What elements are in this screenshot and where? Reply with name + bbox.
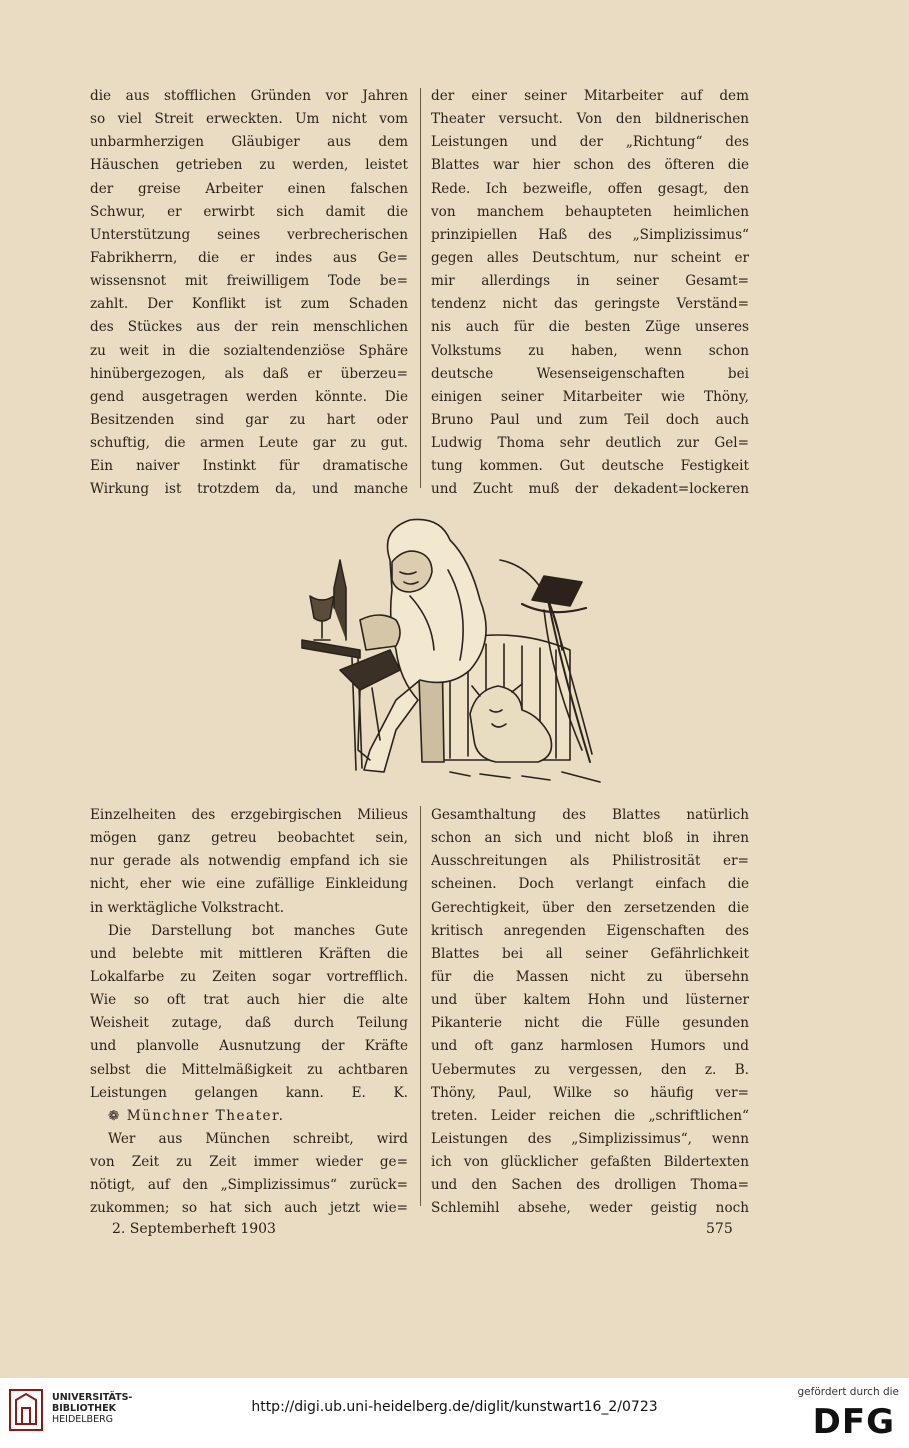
- text-line: nur gerade als notwendig empfand ich sie: [90, 853, 408, 870]
- text-line: gend ausgetragen werden könnte. Die: [90, 388, 408, 405]
- text-line: von manchem behaupteten heimlichen: [431, 203, 749, 220]
- text-line: tendenz nicht das geringste Verständ=: [431, 296, 749, 313]
- text-column-top-right: [431, 85, 749, 502]
- text-line: so viel Streit erweckten. Um nicht vom: [90, 111, 408, 128]
- text-line: Unterstützung seines verbrecherischen: [90, 226, 408, 243]
- column-divider: [420, 88, 421, 488]
- text-line: Einzelheiten des erzgebirgischen Milieus: [90, 807, 408, 823]
- text-line: schuftig, die armen Leute gar zu gut.: [90, 435, 408, 452]
- text-line: zahlt. Der Konflikt ist zum Schaden: [90, 296, 408, 313]
- column-divider: [420, 806, 421, 1206]
- text-line: in werktägliche Volkstracht.: [90, 899, 285, 916]
- dfg-logo[interactable]: DFG: [812, 1402, 895, 1442]
- text-line: Wer aus München schreibt, wird: [108, 1130, 408, 1147]
- text-line: selbst die Mittelmäßigkeit zu achtbaren: [90, 1061, 408, 1078]
- illustration-man-with-dog: [300, 500, 620, 790]
- text-line: gegen alles Deutschtum, nur scheint er: [431, 249, 749, 266]
- text-line: Uebermutes zu vergessen, den z. B.: [431, 1061, 749, 1078]
- section-heading: ❁ Münchner Theater.: [108, 1107, 285, 1124]
- funded-by-label: gefördert durch die: [797, 1386, 899, 1398]
- text-line: und oft ganz harmlosen Humors und: [431, 1038, 749, 1055]
- text-line: Ein naiver Instinkt für dramatische: [90, 458, 408, 475]
- text-line: die aus stofflichen Gründen vor Jahren: [90, 88, 408, 104]
- text-line: nötigt, auf den „Simplizissimus“ zurück=: [90, 1177, 408, 1194]
- text-line: prinzipiellen Haß des „Simplizissimus“: [431, 226, 749, 243]
- text-line: Volkstums zu haben, wenn schon: [431, 342, 749, 359]
- library-name-line: UNIVERSITÄTS-: [52, 1392, 133, 1403]
- text-line: der einer seiner Mitarbeiter auf dem: [431, 88, 749, 104]
- text-line: kritisch anregenden Eigenschaften des: [431, 922, 749, 939]
- text-line: Theater versucht. Von den bildnerischen: [431, 111, 749, 128]
- text-line: Die Darstellung bot manches Gute: [108, 922, 408, 939]
- text-column-top-left: [90, 85, 408, 502]
- text-line: nicht, eher wie eine zufällige Einkleidung: [90, 876, 408, 893]
- text-line: Leistungen und der „Richtung“ des: [431, 134, 749, 151]
- text-line: deutsche Wesenseigenschaften bei: [431, 365, 749, 382]
- issue-footer: 2. Septemberheft 1903: [112, 1221, 276, 1237]
- text-line: Weisheit zutage, daß durch Teilung: [90, 1015, 408, 1032]
- text-line: Leistungen gelangen kann. E. K.: [90, 1084, 408, 1101]
- text-line: Häuschen getrieben zu werden, leistet: [90, 157, 408, 174]
- text-line: mögen ganz getreu beobachtet sein,: [90, 830, 408, 847]
- text-line: unbarmherzigen Gläubiger aus dem: [90, 134, 408, 151]
- text-line: mir allerdings in seiner Gesamt=: [431, 273, 749, 290]
- text-line: Thöny, Paul, Wilke so häufig ver=: [431, 1084, 749, 1101]
- text-line: Ausschreitungen als Philistrosität er=: [431, 853, 749, 870]
- text-line: Fabrikherrn, die er indes aus Ge=: [90, 249, 408, 266]
- text-column-bottom-left: [90, 804, 408, 1221]
- text-line: hinübergezogen, als daß er überzeu=: [90, 365, 408, 382]
- text-line: und über kaltem Hohn und lüsterner: [431, 992, 749, 1009]
- text-line: Rede. Ich bezweifle, offen gesagt, den: [431, 180, 749, 197]
- text-line: und belebte mit mittleren Kräften die: [90, 945, 408, 962]
- text-line: nis auch für die besten Züge unseres: [431, 319, 749, 336]
- text-line: schon an sich und nicht bloß in ihren: [431, 830, 749, 847]
- text-line: zukommen; so hat sich auch jetzt wie=: [90, 1200, 408, 1217]
- text-line: Ludwig Thoma sehr deutlich zur Gel=: [431, 435, 749, 452]
- text-line: Lokalfarbe zu Zeiten sogar vortrefflich.: [90, 968, 408, 985]
- text-line: und Zucht muß der dekadent=lockeren: [431, 481, 749, 498]
- text-line: Schwur, er erwirbt sich damit die: [90, 203, 408, 220]
- text-line: wissensnot mit freiwilligem Tode be=: [90, 273, 408, 290]
- text-line: Bruno Paul und zum Teil doch auch: [431, 411, 749, 428]
- text-line: ich von glücklicher gefaßten Bildertexten: [431, 1154, 749, 1171]
- text-line: treten. Leider reichen die „schriftlichen“: [431, 1107, 749, 1124]
- text-line: der greise Arbeiter einen falschen: [90, 180, 408, 197]
- text-line: scheinen. Doch verlangt einfach die: [431, 876, 749, 893]
- library-name-line: HEIDELBERG: [52, 1414, 114, 1425]
- text-line: Wirkung ist trotzdem da, und manche: [90, 481, 408, 498]
- text-line: und planvolle Ausnutzung der Kräfte: [90, 1038, 408, 1055]
- text-line: Gerechtigkeit, über den zersetzenden die: [431, 899, 749, 916]
- text-line: Wie so oft trat auch hier die alte: [90, 992, 408, 1009]
- text-line: für die Massen nicht zu übersehn: [431, 968, 749, 985]
- page-number: 575: [706, 1221, 733, 1237]
- text-column-bottom-right: [431, 804, 749, 1221]
- text-line: Schlemihl absehe, weder geistig noch: [431, 1200, 749, 1217]
- text-line: und den Sachen des drolligen Thoma=: [431, 1177, 749, 1194]
- text-line: tung kommen. Gut deutsche Festigkeit: [431, 458, 749, 475]
- text-line: Leistungen des „Simplizissimus“, wenn: [431, 1130, 749, 1147]
- text-line: Besitzenden sind gar zu hart oder: [90, 411, 408, 428]
- text-line: Blattes war hier schon des öfteren die: [431, 157, 749, 174]
- text-line: Pikanterie nicht die Fülle gesunden: [431, 1015, 749, 1032]
- text-line: Blattes bei all seiner Gefährlichkeit: [431, 945, 749, 962]
- text-line: einigen seiner Mitarbeiter wie Thöny,: [431, 388, 749, 405]
- permalink-url[interactable]: http://digi.ub.uni-heidelberg.de/diglit/kunstwart16_2/0723: [251, 1399, 658, 1415]
- text-line: des Stückes aus der rein menschlichen: [90, 319, 408, 336]
- text-line: zu weit in die sozialtendenziöse Sphäre: [90, 342, 408, 359]
- text-line: Gesamthaltung des Blattes natürlich: [431, 807, 749, 823]
- text-line: von Zeit zu Zeit immer wieder ge=: [90, 1154, 408, 1171]
- library-name-line: BIBLIOTHEK: [52, 1403, 116, 1414]
